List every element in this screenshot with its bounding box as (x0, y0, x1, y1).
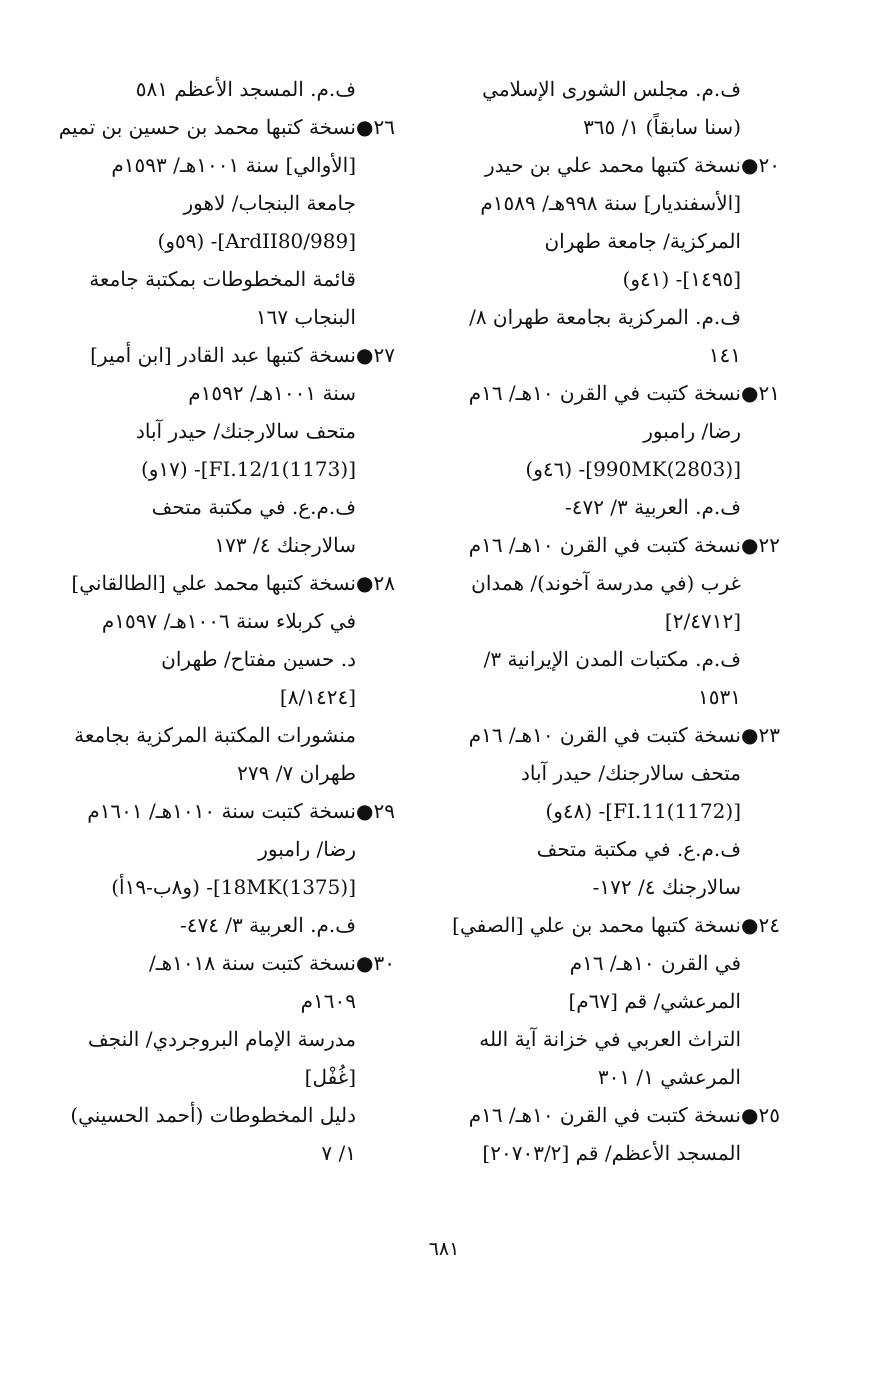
entry-line: [٢/٤٧١٢] (664, 609, 741, 633)
entry-line: غرب (في مدرسة آخوند)/ همدان (471, 571, 741, 595)
entry-line: ١٦٠٩م (300, 989, 356, 1013)
entry-line: سالارجنك ٤/ ١٧٢- (592, 875, 741, 899)
manuscript-entry-25 (455, 1096, 795, 1172)
entry-line: مدرسة الإمام البروجردي/ النجف (88, 1027, 356, 1051)
entry-line: ف.م. المسجد الأعظم ٥٨١ (135, 77, 356, 101)
entry-line: التراث العربي في خزانة آية الله (479, 1027, 741, 1051)
entry-line: دليل المخطوطات (أحمد الحسيني) (70, 1103, 356, 1127)
entry-line: نسخة كتبت في القرن ١٠هـ/ ١٦م (468, 1103, 741, 1127)
entry-line: [(2803)990MK]- (٤٦و) (525, 457, 741, 481)
entry-line: نسخة كتبها محمد علي [الطالقاني] (71, 571, 356, 595)
entry-number: ٢٢● (741, 533, 780, 557)
manuscript-entry-27 (70, 336, 410, 564)
manuscript-entry-23 (455, 716, 795, 906)
right-column (452, 70, 795, 1172)
entry-line: ١٤١ (708, 343, 741, 367)
entry-line: سنة ١٠٠١هـ/ ١٥٩٢م (188, 381, 356, 405)
entry-line: نسخة كتبها محمد علي بن حيدر (485, 153, 741, 177)
entry-line: ف.م. العربية ٣/ ٤٧٤- (179, 913, 356, 937)
entry-line: ف.م.ع. في مكتبة متحف (151, 495, 356, 519)
entry-line: رضا/ رامبور (643, 419, 741, 443)
entry-line: نسخة كتبها محمد بن حسين بن تميم (58, 115, 356, 139)
entry-line: متحف سالارجنك/ حيدر آباد (520, 761, 741, 785)
entry-line: ف.م. العربية ٣/ ٤٧٢- (564, 495, 741, 519)
entry-number: ٢٤● (741, 913, 780, 937)
entry-line: [(1375)18MK]- (و٨ب-١٩أ) (111, 875, 356, 899)
left-column (58, 70, 410, 1172)
entry-line: [الأسفنديار] سنة ٩٩٨هـ/ ١٥٨٩م (480, 191, 741, 215)
entry-line: [٨/١٤٢٤] (279, 685, 356, 709)
entry-number: ٢٩● (356, 799, 395, 823)
entry-line: المرعشي ١/ ٣٠١ (597, 1065, 741, 1089)
entry-line: ١٥٣١ (698, 685, 741, 709)
entry-line: ف.م. المركزية بجامعة طهران ٨/ (469, 305, 741, 329)
entry-line: [ArdII80/989]- (٥٩و) (157, 229, 356, 253)
entry-line: نسخة كتبت في القرن ١٠هـ/ ١٦م (468, 723, 741, 747)
entry-line: نسخة كتبت سنة ١٠١٨هـ/ (149, 951, 356, 975)
entry-line: المسجد الأعظم/ قم [٢٠٧٠٣/٢] (482, 1141, 741, 1165)
entry-line: ف.م. مكتبات المدن الإيرانية ٣/ (483, 647, 741, 671)
manuscript-entry-21 (455, 374, 795, 526)
entry-line: [(1172)FI.11]- (٤٨و) (545, 799, 741, 823)
entry-line: [(1173)FI.12/1]- (١٧و) (140, 457, 356, 481)
manuscript-entry-22 (455, 526, 795, 716)
entry-number: ٢٧● (356, 343, 395, 367)
entry-line: طهران ٧/ ٢٧٩ (237, 761, 356, 785)
entry-number: ٢٦● (356, 115, 395, 139)
entry-line: رضا/ رامبور (258, 837, 356, 861)
entry-number: ٢٥● (741, 1103, 780, 1127)
entry-line: نسخة كتبها عبد القادر [ابن أمير] (90, 343, 356, 367)
entry-line: المرعشي/ قم [٦٧م] (568, 989, 741, 1013)
entry-line: ف.م. مجلس الشورى الإسلامي (482, 77, 741, 101)
manuscript-entry-29 (70, 792, 410, 944)
entry-line: ف.م.ع. في مكتبة متحف (536, 837, 741, 861)
manuscript-entry-26 (58, 108, 410, 336)
manuscript-entry-28 (70, 564, 410, 792)
manuscript-entry-20 (455, 146, 795, 374)
entry-line: [غُفْل] (304, 1065, 356, 1089)
manuscript-entry-30 (70, 944, 410, 1172)
manuscript-entry-24 (452, 906, 795, 1096)
entry-number: ٢١● (741, 381, 780, 405)
entry-line: نسخة كتبت في القرن ١٠هـ/ ١٦م (468, 533, 741, 557)
entry-line: البنجاب ١٦٧ (255, 305, 356, 329)
entry-continuation-right (455, 70, 795, 146)
entry-number: ٣٠● (356, 951, 395, 975)
entry-line: ١/ ٧ (321, 1141, 356, 1165)
entry-line: متحف سالارجنك/ حيدر آباد (135, 419, 356, 443)
entry-line: نسخة كتبها محمد بن علي [الصفي] (452, 913, 741, 937)
entry-line: في كربلاء سنة ١٠٠٦هـ/ ١٥٩٧م (101, 609, 356, 633)
entry-number: ٢٠● (741, 153, 780, 177)
entry-line: نسخة كتبت سنة ١٠١٠هـ/ ١٦٠١م (87, 799, 356, 823)
entry-line: (سنا سابقاً) ١/ ٣٦٥ (583, 115, 741, 139)
entry-line: نسخة كتبت في القرن ١٠هـ/ ١٦م (468, 381, 741, 405)
entry-line: [١٤٩٥]- (٤١و) (622, 267, 741, 291)
entry-line: د. حسين مفتاح/ طهران (161, 647, 356, 671)
entry-number: ٢٨● (356, 571, 395, 595)
entry-line: المركزية/ جامعة طهران (544, 229, 741, 253)
page-number: ٦٨١ (428, 1238, 460, 1260)
entry-number: ٢٣● (741, 723, 780, 747)
entry-line: في القرن ١٠هـ/ ١٦م (569, 951, 741, 975)
entry-line: قائمة المخطوطات بمكتبة جامعة (89, 267, 356, 291)
entry-line: جامعة البنجاب/ لاهور (183, 191, 356, 215)
entry-continuation-left (70, 70, 410, 108)
entry-line: منشورات المكتبة المركزية بجامعة (74, 723, 356, 747)
entry-line: سالارجنك ٤/ ١٧٣ (214, 533, 356, 557)
entry-line: [الأوالي] سنة ١٠٠١هـ/ ١٥٩٣م (111, 153, 356, 177)
